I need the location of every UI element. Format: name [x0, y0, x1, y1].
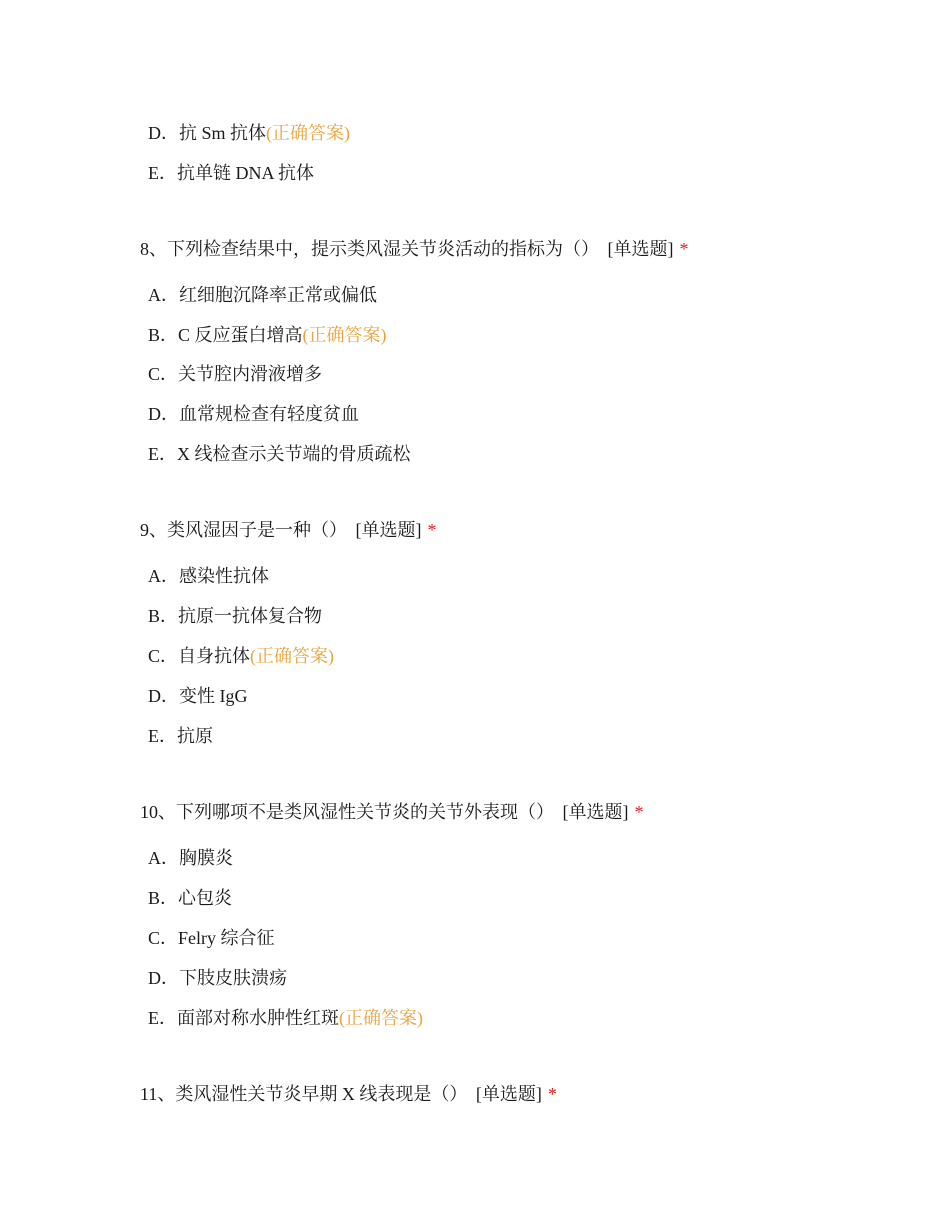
option-q10-a[interactable] — [148, 846, 233, 870]
question-9-title — [140, 518, 437, 542]
option-q9-a[interactable] — [148, 564, 269, 588]
option-text: E．抗单链 DNA 抗体 — [148, 163, 314, 183]
option-text: B．心包炎 — [148, 888, 233, 908]
question-text: 11、类风湿性关节炎早期 X 线表现是（） — [140, 1084, 468, 1104]
question-11-title — [140, 1082, 557, 1106]
correct-answer-label: (正确答案) — [339, 1008, 423, 1028]
question-type-label: [单选题] — [562, 802, 629, 822]
option-q7-d[interactable] — [148, 121, 350, 145]
question-text: 10、下列哪项不是类风湿性关节炎的关节外表现（） — [140, 802, 554, 822]
option-q9-e[interactable] — [148, 724, 213, 748]
question-text: 8、下列检查结果中，提示类风湿关节炎活动的指标为（） — [140, 239, 599, 259]
option-text: C．自身抗体 — [148, 646, 251, 666]
correct-answer-label: (正确答案) — [250, 646, 335, 666]
option-q8-d[interactable] — [148, 402, 359, 426]
option-q8-c[interactable] — [148, 362, 322, 386]
question-10-title — [140, 800, 644, 824]
question-type-label: [单选题] — [355, 520, 422, 540]
option-q10-d[interactable] — [148, 966, 287, 990]
question-type-label: [单选题] — [607, 239, 674, 259]
question-text: 9、类风湿因子是一种（） — [140, 520, 347, 540]
required-mark: * — [634, 802, 644, 822]
option-q10-c[interactable] — [148, 926, 275, 950]
question-8-title — [140, 237, 689, 261]
option-text: A．红细胞沉降率正常或偏低 — [148, 285, 377, 305]
option-q9-d[interactable] — [148, 684, 248, 708]
option-q9-c[interactable] — [148, 644, 334, 668]
option-text: A．感染性抗体 — [148, 566, 269, 586]
option-q8-e[interactable] — [148, 442, 411, 466]
required-mark: * — [547, 1084, 557, 1104]
option-text: D．抗 Sm 抗体 — [148, 123, 267, 143]
option-q9-b[interactable] — [148, 604, 322, 628]
required-mark: * — [427, 520, 437, 540]
option-text: A．胸膜炎 — [148, 848, 233, 868]
required-mark: * — [679, 239, 689, 259]
correct-answer-label: (正确答案) — [302, 325, 387, 345]
correct-answer-label: (正确答案) — [266, 123, 351, 143]
option-text: E．面部对称水肿性红斑 — [148, 1008, 339, 1028]
option-q8-a[interactable] — [148, 283, 377, 307]
option-text: E．X 线检查示关节端的骨质疏松 — [148, 444, 411, 464]
option-text: D．血常规检查有轻度贫血 — [148, 404, 359, 424]
question-type-label: [单选题] — [475, 1084, 542, 1104]
option-text: D．下肢皮肤溃疡 — [148, 968, 287, 988]
option-text: B．抗原一抗体复合物 — [148, 606, 323, 626]
option-q8-b[interactable] — [148, 323, 387, 347]
option-text: D．变性 IgG — [148, 686, 248, 706]
option-text: B．C 反应蛋白增高 — [148, 325, 303, 345]
option-text: C．关节腔内滑液增多 — [148, 364, 323, 384]
option-q7-e[interactable] — [148, 161, 314, 185]
option-text: C．Felry 综合征 — [148, 928, 275, 948]
option-q10-b[interactable] — [148, 886, 232, 910]
option-q10-e[interactable] — [148, 1006, 423, 1030]
option-text: E．抗原 — [148, 726, 213, 746]
